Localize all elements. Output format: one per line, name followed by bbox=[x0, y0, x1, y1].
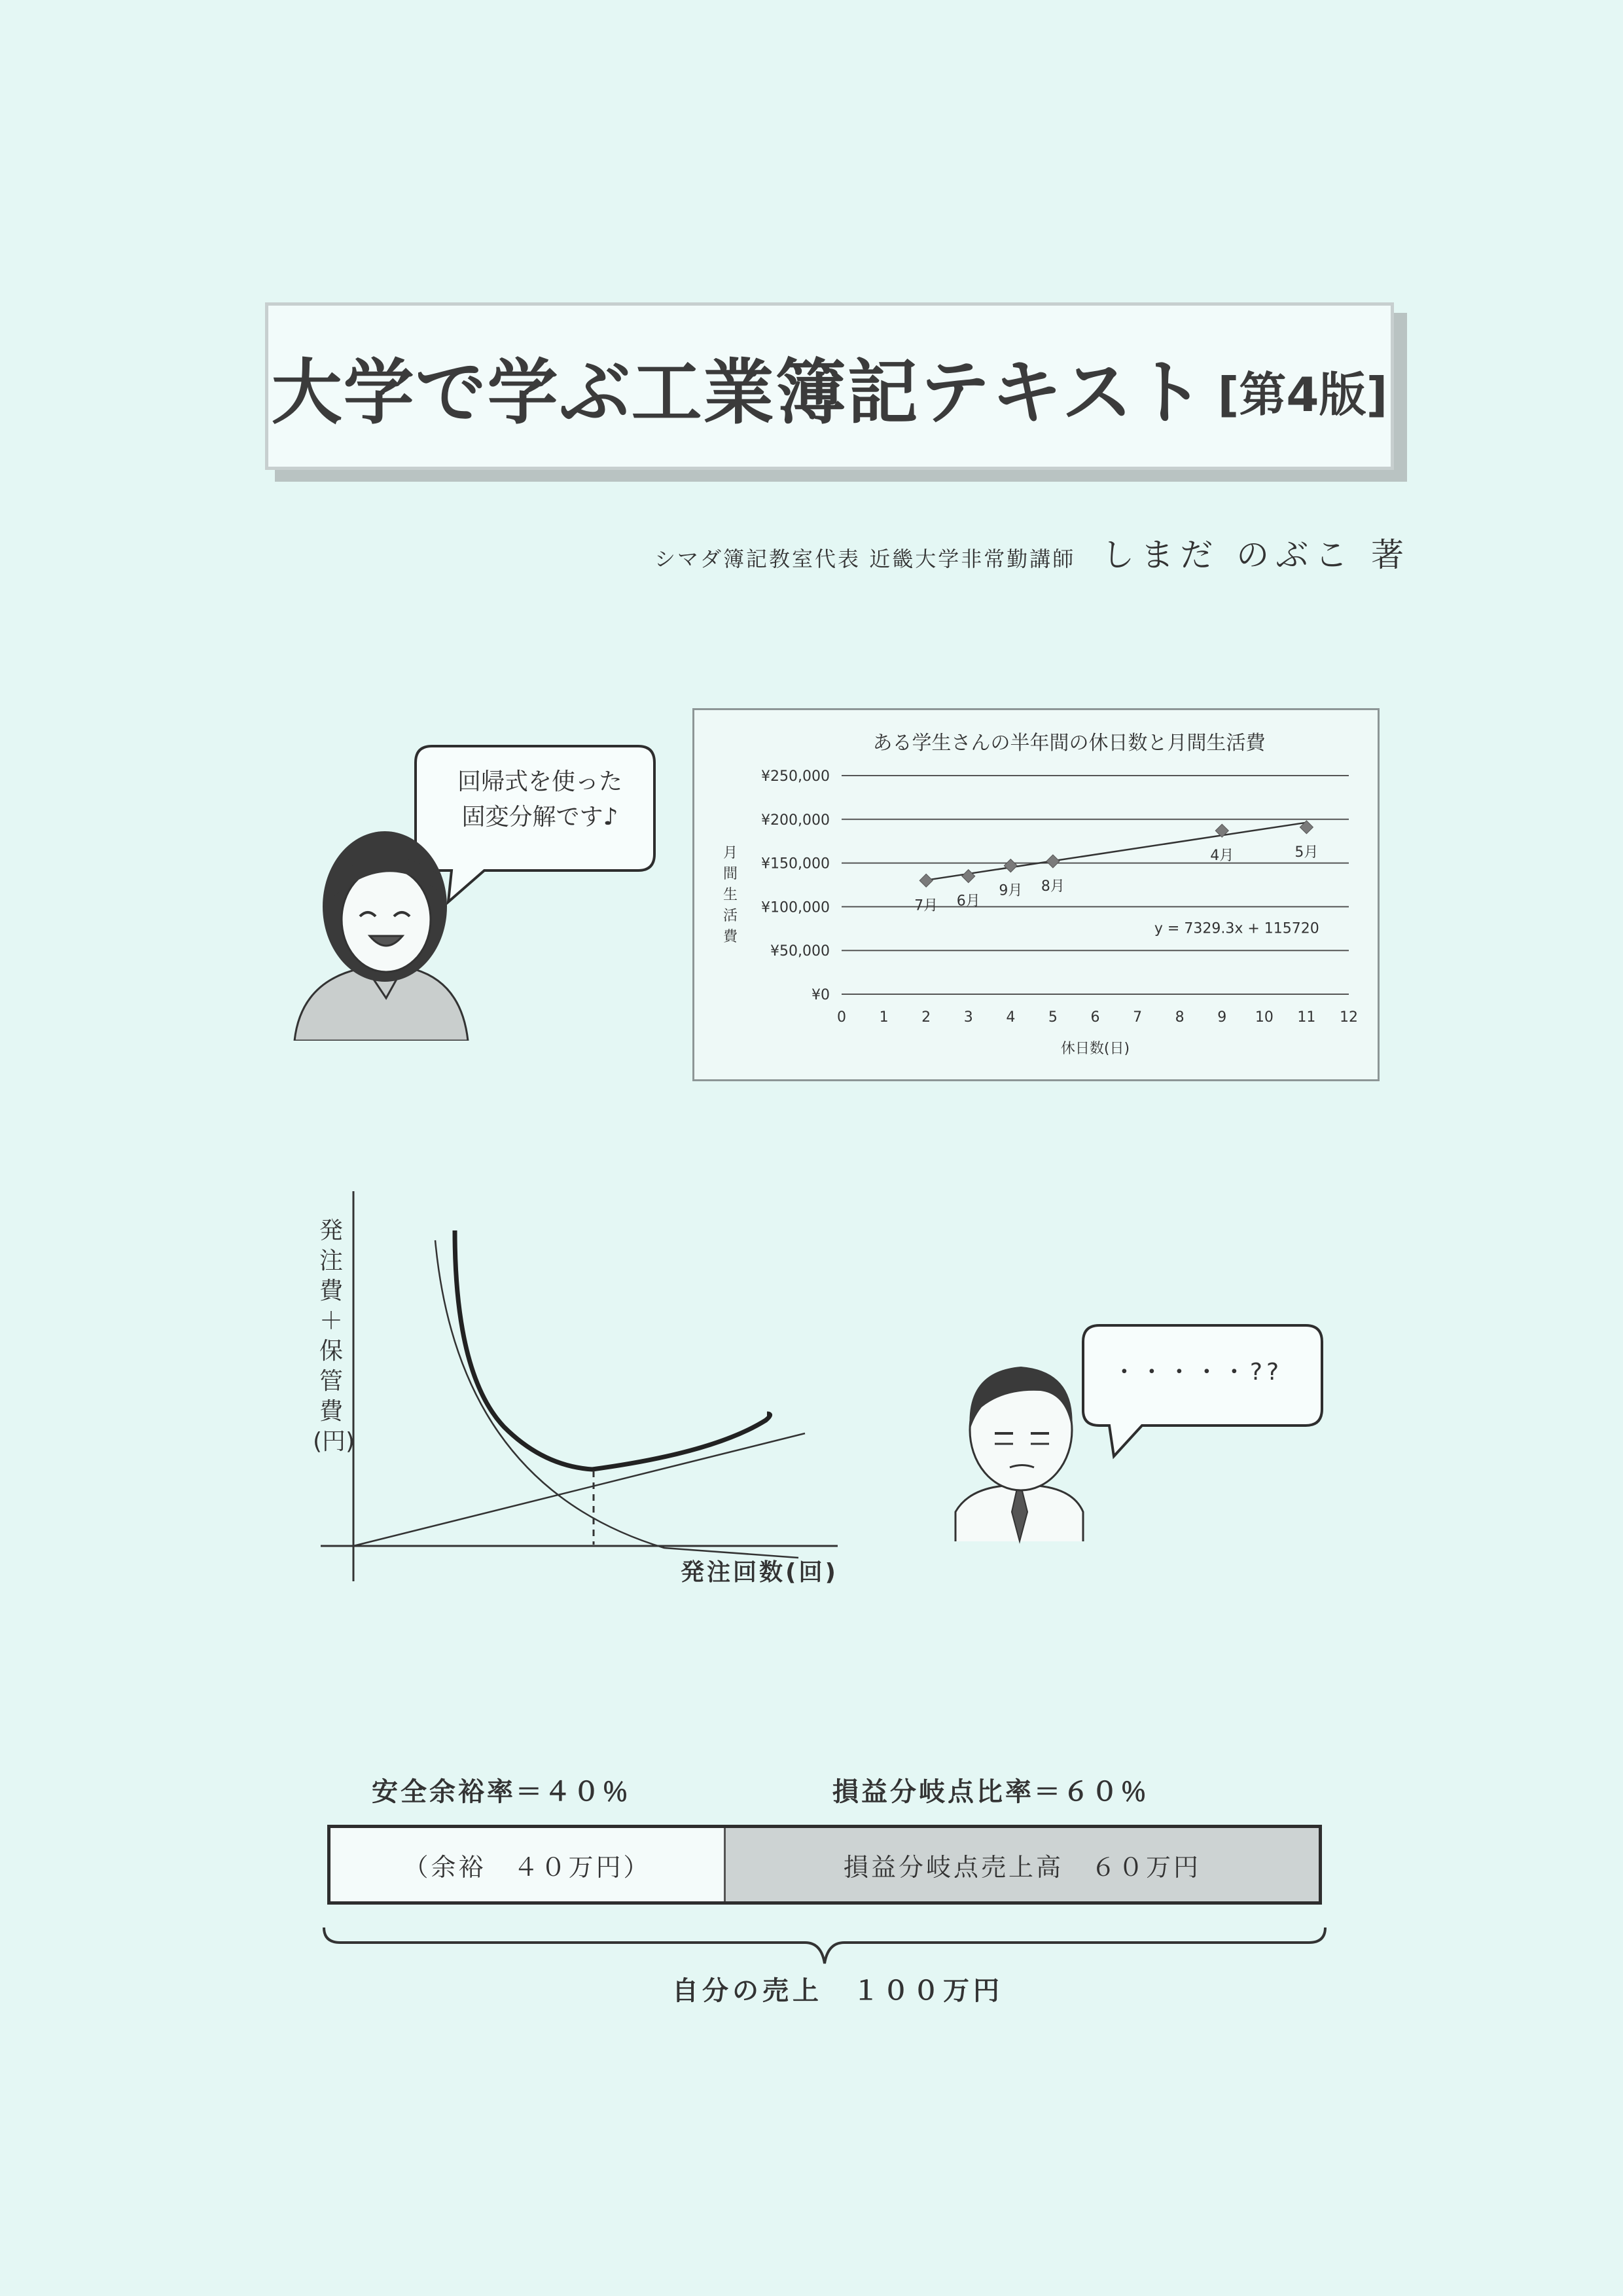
author-name: しまだ のぶこ 著 bbox=[1101, 536, 1410, 574]
regression-chart bbox=[692, 708, 1380, 1081]
man-illustration bbox=[942, 1316, 1335, 1545]
margin-segment-label: （余裕 ４０万円） bbox=[403, 1852, 651, 1882]
y-tick-label: ¥0 bbox=[812, 987, 830, 1003]
speech-bubble-man bbox=[1083, 1325, 1322, 1456]
data-point bbox=[919, 874, 933, 887]
x-tick-label: 5 bbox=[1048, 1009, 1058, 1026]
data-point-label: 7月 bbox=[914, 897, 938, 914]
y-tick-label: ¥50,000 bbox=[770, 943, 830, 960]
x-tick-label: 7 bbox=[1133, 1009, 1143, 1026]
trendline-equation: y = 7329.3x + 115720 bbox=[1154, 920, 1319, 937]
woman-speech-text bbox=[432, 764, 648, 835]
x-tick-label: 12 bbox=[1340, 1009, 1358, 1026]
eoq-y-axis-label: 発注費＋保管費(円) bbox=[313, 1217, 355, 1455]
y-tick-label: ¥200,000 bbox=[761, 812, 830, 829]
y-tick-label: ¥100,000 bbox=[761, 899, 830, 916]
title-box bbox=[265, 302, 1394, 470]
edition-label: [第4版] bbox=[1217, 367, 1388, 422]
y-axis-label-char: 間 bbox=[722, 866, 738, 882]
regression-chart-svg bbox=[694, 710, 1378, 1079]
man-avatar-icon bbox=[955, 1367, 1083, 1541]
trendline bbox=[926, 823, 1306, 880]
bep-segment-label: 損益分岐点売上高 ６０万円 bbox=[843, 1852, 1201, 1882]
y-axis-label-char: 活 bbox=[722, 908, 738, 924]
sales-breakdown-bar bbox=[327, 1825, 1322, 1905]
x-axis-label: 休日数(日) bbox=[1060, 1041, 1130, 1057]
x-tick-label: 0 bbox=[837, 1009, 846, 1026]
x-tick-label: 6 bbox=[1090, 1009, 1100, 1026]
x-tick-label: 2 bbox=[921, 1009, 931, 1026]
total-sales-label: 自分の売上 １００万円 bbox=[672, 1976, 1003, 2006]
margin-segment bbox=[330, 1828, 726, 1901]
man-speech-text: ・・・・・?? bbox=[1112, 1359, 1283, 1386]
x-tick-label: 4 bbox=[1006, 1009, 1016, 1026]
data-point bbox=[962, 870, 975, 883]
data-point-label: 6月 bbox=[956, 893, 980, 910]
ordering-cost-curve bbox=[435, 1240, 798, 1558]
data-point-label: 9月 bbox=[999, 882, 1023, 899]
bep-segment bbox=[726, 1828, 1319, 1901]
author-line bbox=[612, 529, 1410, 575]
y-tick-label: ¥150,000 bbox=[761, 855, 830, 872]
data-point-label: 8月 bbox=[1041, 878, 1065, 895]
woman-speech-line-1: 回帰式を使った bbox=[457, 768, 622, 795]
data-point bbox=[1004, 859, 1017, 872]
safety-margin-ratio-label: 安全余裕率＝４０％ bbox=[372, 1777, 631, 1807]
woman-speech-line-2: 固変分解です♪ bbox=[461, 804, 618, 831]
y-axis-label-char: 生 bbox=[722, 887, 738, 903]
y-axis-label-char: 月 bbox=[722, 845, 738, 861]
data-point bbox=[1046, 855, 1060, 868]
total-brace-icon bbox=[321, 1924, 1329, 1970]
bep-ratio-label: 損益分岐点比率＝６０％ bbox=[832, 1777, 1149, 1807]
x-tick-label: 8 bbox=[1175, 1009, 1185, 1026]
book-title: 大学で学ぶ工業簿記テキスト bbox=[271, 351, 1206, 434]
chart-title: ある学生さんの半年間の休日数と月間生活費 bbox=[872, 732, 1266, 755]
total-cost-curve bbox=[455, 1230, 770, 1469]
y-tick-label: ¥250,000 bbox=[761, 768, 830, 785]
author-affiliation: シマダ簿記教室代表 近畿大学非常勤講師 bbox=[654, 547, 1076, 571]
x-tick-label: 3 bbox=[963, 1009, 973, 1026]
x-tick-label: 1 bbox=[879, 1009, 889, 1026]
eoq-x-axis-label: 発注回数(回) bbox=[681, 1559, 838, 1586]
holding-cost-line bbox=[353, 1433, 805, 1546]
x-tick-label: 10 bbox=[1255, 1009, 1274, 1026]
y-axis-label-char: 費 bbox=[722, 929, 738, 945]
x-tick-label: 9 bbox=[1217, 1009, 1227, 1026]
data-point-label: 5月 bbox=[1294, 844, 1319, 861]
data-point-label: 4月 bbox=[1210, 848, 1234, 865]
x-tick-label: 11 bbox=[1297, 1009, 1316, 1026]
eoq-chart-svg bbox=[308, 1178, 857, 1584]
